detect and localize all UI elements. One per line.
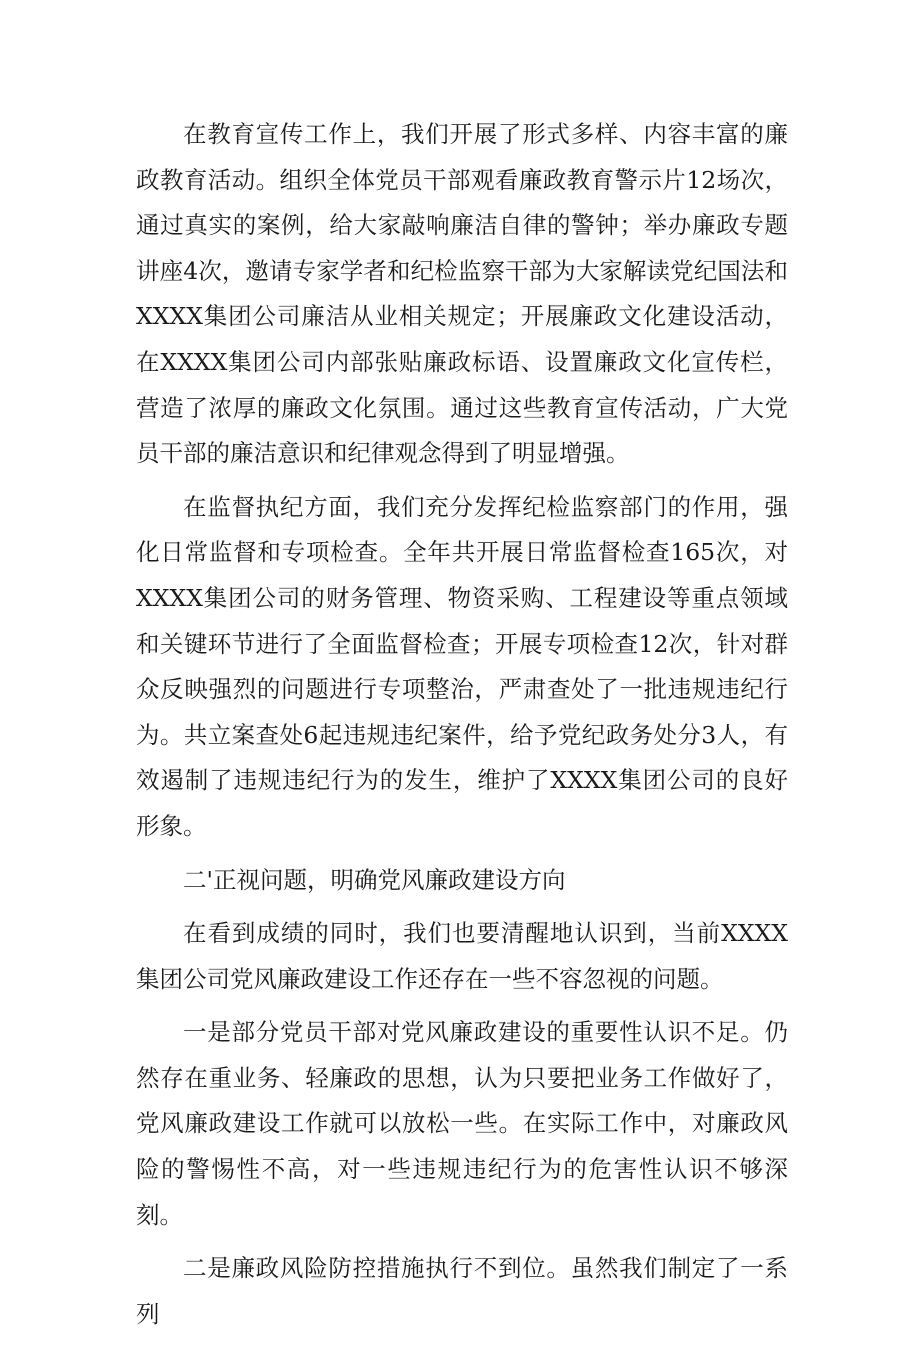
paragraph-problems-intro: 在看到成绩的同时，我们也要清醒地认识到，当前XXXX集团公司党风廉政建设工作还存在一些不容忽视的问题。 [136,919,788,993]
paragraph-problem-one: 一是部分党员干部对党风廉政建设的重要性认识不足。仍然存在重业务、轻廉政的思想，认为只要把业务工作做好了，党风廉政建设工作就可以放松一些。在实际工作中，对廉政风险的警惕性不高，对一些违规违纪行为的危害性认识不够深刻。 [136,1018,788,1229]
paragraph-education-publicity: 在教育宣传工作上，我们开展了形式多样、内容丰富的廉政教育活动。组织全体党员干部观看廉政教育警示片12场次，通过真实的案例，给大家敲响廉洁自律的警钟；举办廉政专题讲座4次，邀请专家学者和纪检监察干部为大家解读党纪国法和XXXX集团公司廉洁从业相关规定；开展廉政文化建设活动，在XXXX集团公司内部张贴廉政标语、设置廉政文化宣传栏，营造了浓厚的廉政文化氛围。通过这些教育宣传活动，广大党员干部的廉洁意识和纪律观念得到了明显增强。 [136,120,788,468]
paragraph-supervision-discipline: 在监督执纪方面，我们充分发挥纪检监察部门的作用，强化日常监督和专项检查。全年共开展日常监督检查165次，对XXXX集团公司的财务管理、物资采购、工程建设等重点领域和关键环节进行了全面监督检查；开展专项检查12次，针对群众反映强烈的问题进行专项整治，严肃查处了一批违规违纪行为。共立案查处6起违规违纪案件，给予党纪政务处分3人，有效遏制了违规违纪行为的发生，维护了XXXX集团公司的良好形象。 [136,492,788,840]
paragraph-problem-two: 二是廉政风险防控措施执行不到位。虽然我们制定了一系列 [136,1254,788,1328]
section-heading: 二'正视问题，明确党风廉政建设方向 [183,865,566,894]
document-body [136,112,788,1345]
